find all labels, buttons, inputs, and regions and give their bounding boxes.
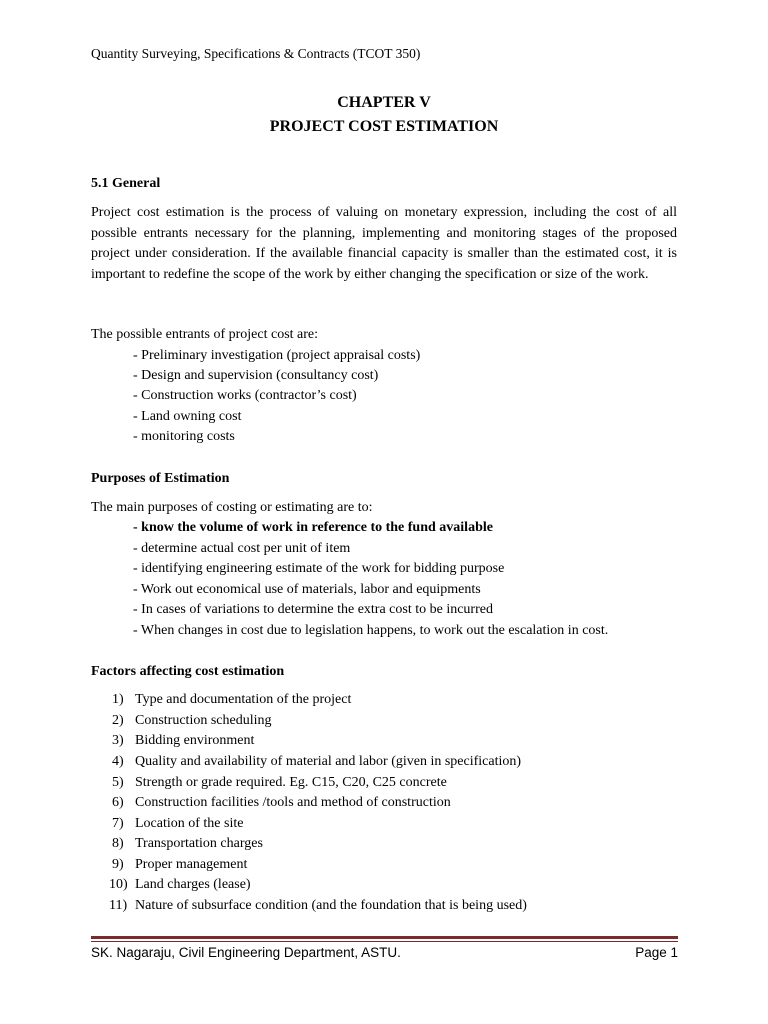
list-number: 8): [112, 836, 124, 851]
list-item: Bidding environment: [135, 733, 255, 748]
general-paragraph: Project cost estimation is the process of valuing on monetary expression, including the cost of all possible entrants necessary for the planning, implementing and monitoring stages of the proposed project under consideration. If the available financial capacity is smaller than the estimated cost, it is important to redefine the scope of the work by either changing the specification or size of the work.: [91, 205, 677, 282]
list-item: - Design and supervision (consultancy cost): [133, 368, 379, 383]
list-item: - In cases of variations to determine the extra cost to be incurred: [133, 602, 493, 617]
list-item: - identifying engineering estimate of the work for bidding purpose: [133, 561, 505, 576]
list-number: 10): [109, 877, 128, 892]
entrants-intro: The possible entrants of project cost are:: [91, 327, 319, 342]
list-item: Proper management: [135, 857, 248, 872]
section-heading-factors: Factors affecting cost estimation: [91, 664, 285, 679]
list-item: - When changes in cost due to legislation happens, to work out the escalation in cost.: [133, 623, 609, 638]
list-item: - monitoring costs: [133, 429, 235, 444]
list-number: 3): [112, 733, 124, 748]
list-item: - determine actual cost per unit of item: [133, 541, 351, 556]
footer-author: SK. Nagaraju, Civil Engineering Department, ASTU.: [91, 945, 401, 960]
chapter-title: PROJECT COST ESTIMATION: [269, 118, 499, 135]
list-item: Quality and availability of material and labor (given in specification): [135, 754, 522, 769]
list-item: - Work out economical use of materials, labor and equipments: [133, 582, 481, 597]
footer-rule-thin: [91, 941, 678, 942]
list-item: - Land owning cost: [133, 409, 242, 424]
list-number: 9): [112, 857, 124, 872]
list-item: Type and documentation of the project: [135, 692, 352, 707]
list-number: 7): [112, 816, 124, 831]
section-heading-purposes: Purposes of Estimation: [91, 471, 230, 486]
list-number: 1): [112, 692, 124, 707]
running-header: Quantity Surveying, Specifications & Contracts (TCOT 350): [91, 46, 421, 61]
list-item: Transportation charges: [135, 836, 263, 851]
list-number: 11): [109, 898, 128, 913]
list-item: - Construction works (contractor’s cost): [133, 388, 357, 403]
list-number: 6): [112, 795, 124, 810]
list-item: Land charges (lease): [135, 877, 251, 892]
list-item: - know the volume of work in reference to the fund available: [133, 520, 493, 535]
list-number: 5): [112, 775, 124, 790]
list-item: Location of the site: [135, 816, 244, 831]
chapter-number: CHAPTER V: [337, 94, 431, 111]
list-item: Strength or grade required. Eg. C15, C20, C25 concrete: [135, 775, 447, 790]
footer-rule: [91, 936, 678, 939]
list-item: Construction facilities /tools and method of construction: [135, 795, 451, 810]
list-item: Construction scheduling: [135, 713, 272, 728]
page-number: Page 1: [635, 945, 678, 960]
list-item: Nature of subsurface condition (and the foundation that is being used): [135, 898, 527, 913]
list-number: 2): [112, 713, 124, 728]
section-heading-general: 5.1 General: [91, 176, 161, 191]
list-number: 4): [112, 754, 124, 769]
purposes-intro: The main purposes of costing or estimating are to:: [91, 500, 373, 515]
list-item: - Preliminary investigation (project appraisal costs): [133, 348, 421, 363]
